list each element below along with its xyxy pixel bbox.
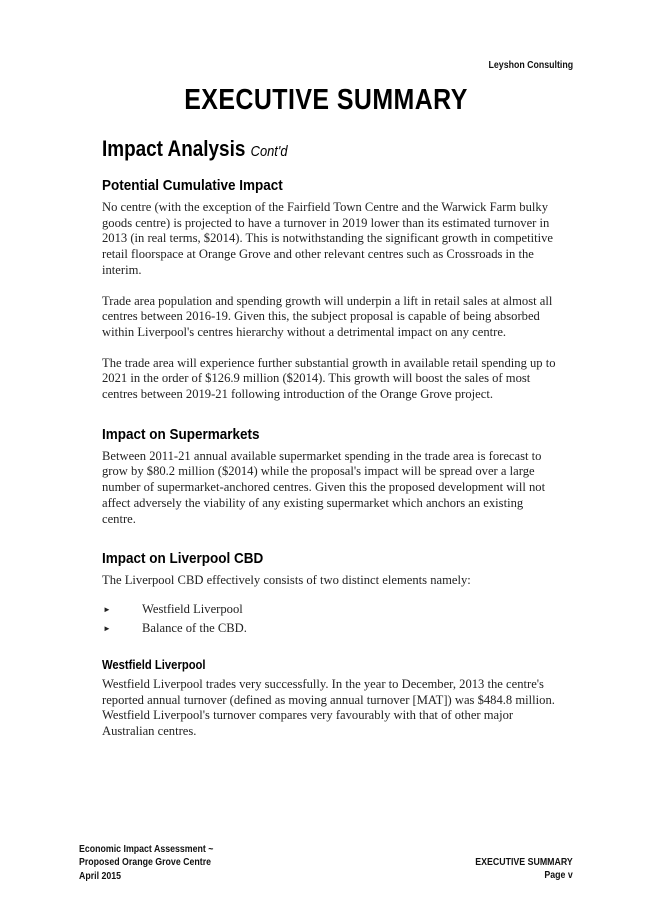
cbd-heading: Impact on Liverpool CBD — [102, 550, 264, 568]
page-title: EXECUTIVE SUMMARY — [184, 84, 468, 116]
cbd-bullet-list — [102, 600, 557, 638]
cumulative-paragraph-1: No centre (with the exception of the Fairfield Town Centre and the Warwick Farm bulky goods centre) is projected to have a turnover in 2019 lower than its estimated turnover in 2013 (in real terms, $2014). This is notwithstanding the significant growth in competitive retail floorspace at Orange Grove and other relevant centres such as Crossroads in the interim. — [102, 200, 553, 277]
footer-line-3: April 2015 — [79, 870, 122, 882]
cumulative-paragraph-2: Trade area population and spending growth will underpin a lift in retail sales at almost all centres between 2016-19. Given this, the subject proposal is capable of being absorbed within Liverpool's centres hierarchy without a detrimental impact on any centre. — [102, 293, 553, 339]
header-company: Leyshon Consulting — [488, 60, 573, 71]
bullet-arrow-icon: ► — [103, 604, 111, 614]
supermarkets-heading: Impact on Supermarkets — [102, 425, 260, 443]
westfield-paragraph: Westfield Liverpool trades very successfully. In the year to December, 2013 the centre's reported annual turnover (defined as moving annual turnover [MAT]) was $484.8 million. Westfield Liverpool's turnover compares very favourably with that of other major Australian centres. — [102, 676, 555, 739]
footer-section: EXECUTIVE SUMMARY — [475, 857, 573, 868]
supermarkets-paragraph: Between 2011-21 annual available supermarket spending in the trade area is forecast to grow by $80.2 million ($2014) while the proposal's impact will be spread over a large number of supermarket-anchored centres. Given this the proposed development will not affect adversely the viability of any existing supermarket which anchors an existing centre. — [102, 448, 546, 526]
bullet-arrow-icon: ► — [103, 623, 111, 633]
bullet-text: Balance of the CBD. — [142, 620, 247, 635]
footer-document-info — [79, 843, 213, 883]
footer-page-number: Page v — [544, 870, 573, 882]
document-body — [102, 177, 557, 740]
section-title-suffix: Cont'd — [250, 143, 288, 160]
cumulative-impact-heading: Potential Cumulative Impact — [102, 177, 283, 194]
list-item — [102, 619, 557, 638]
list-item — [102, 600, 557, 619]
bullet-text: Westfield Liverpool — [142, 601, 243, 616]
section-title — [102, 136, 288, 162]
cbd-intro: The Liverpool CBD effectively consists of two distinct elements namely: — [102, 573, 471, 588]
footer-line-2: Proposed Orange Grove Centre — [79, 857, 212, 869]
footer-page-info — [476, 856, 573, 883]
footer-line-1: Economic Impact Assessment ~ — [79, 844, 214, 855]
section-title-text: Impact Analysis — [102, 136, 246, 161]
westfield-heading: Westfield Liverpool — [102, 657, 206, 672]
cumulative-paragraph-3: The trade area will experience further substantial growth in available retail spending up to 2021 in the order of $126.9 million ($2014). This growth will boost the sales of most centres between 2019-21 following introduction of the Orange Grove project. — [102, 355, 556, 402]
